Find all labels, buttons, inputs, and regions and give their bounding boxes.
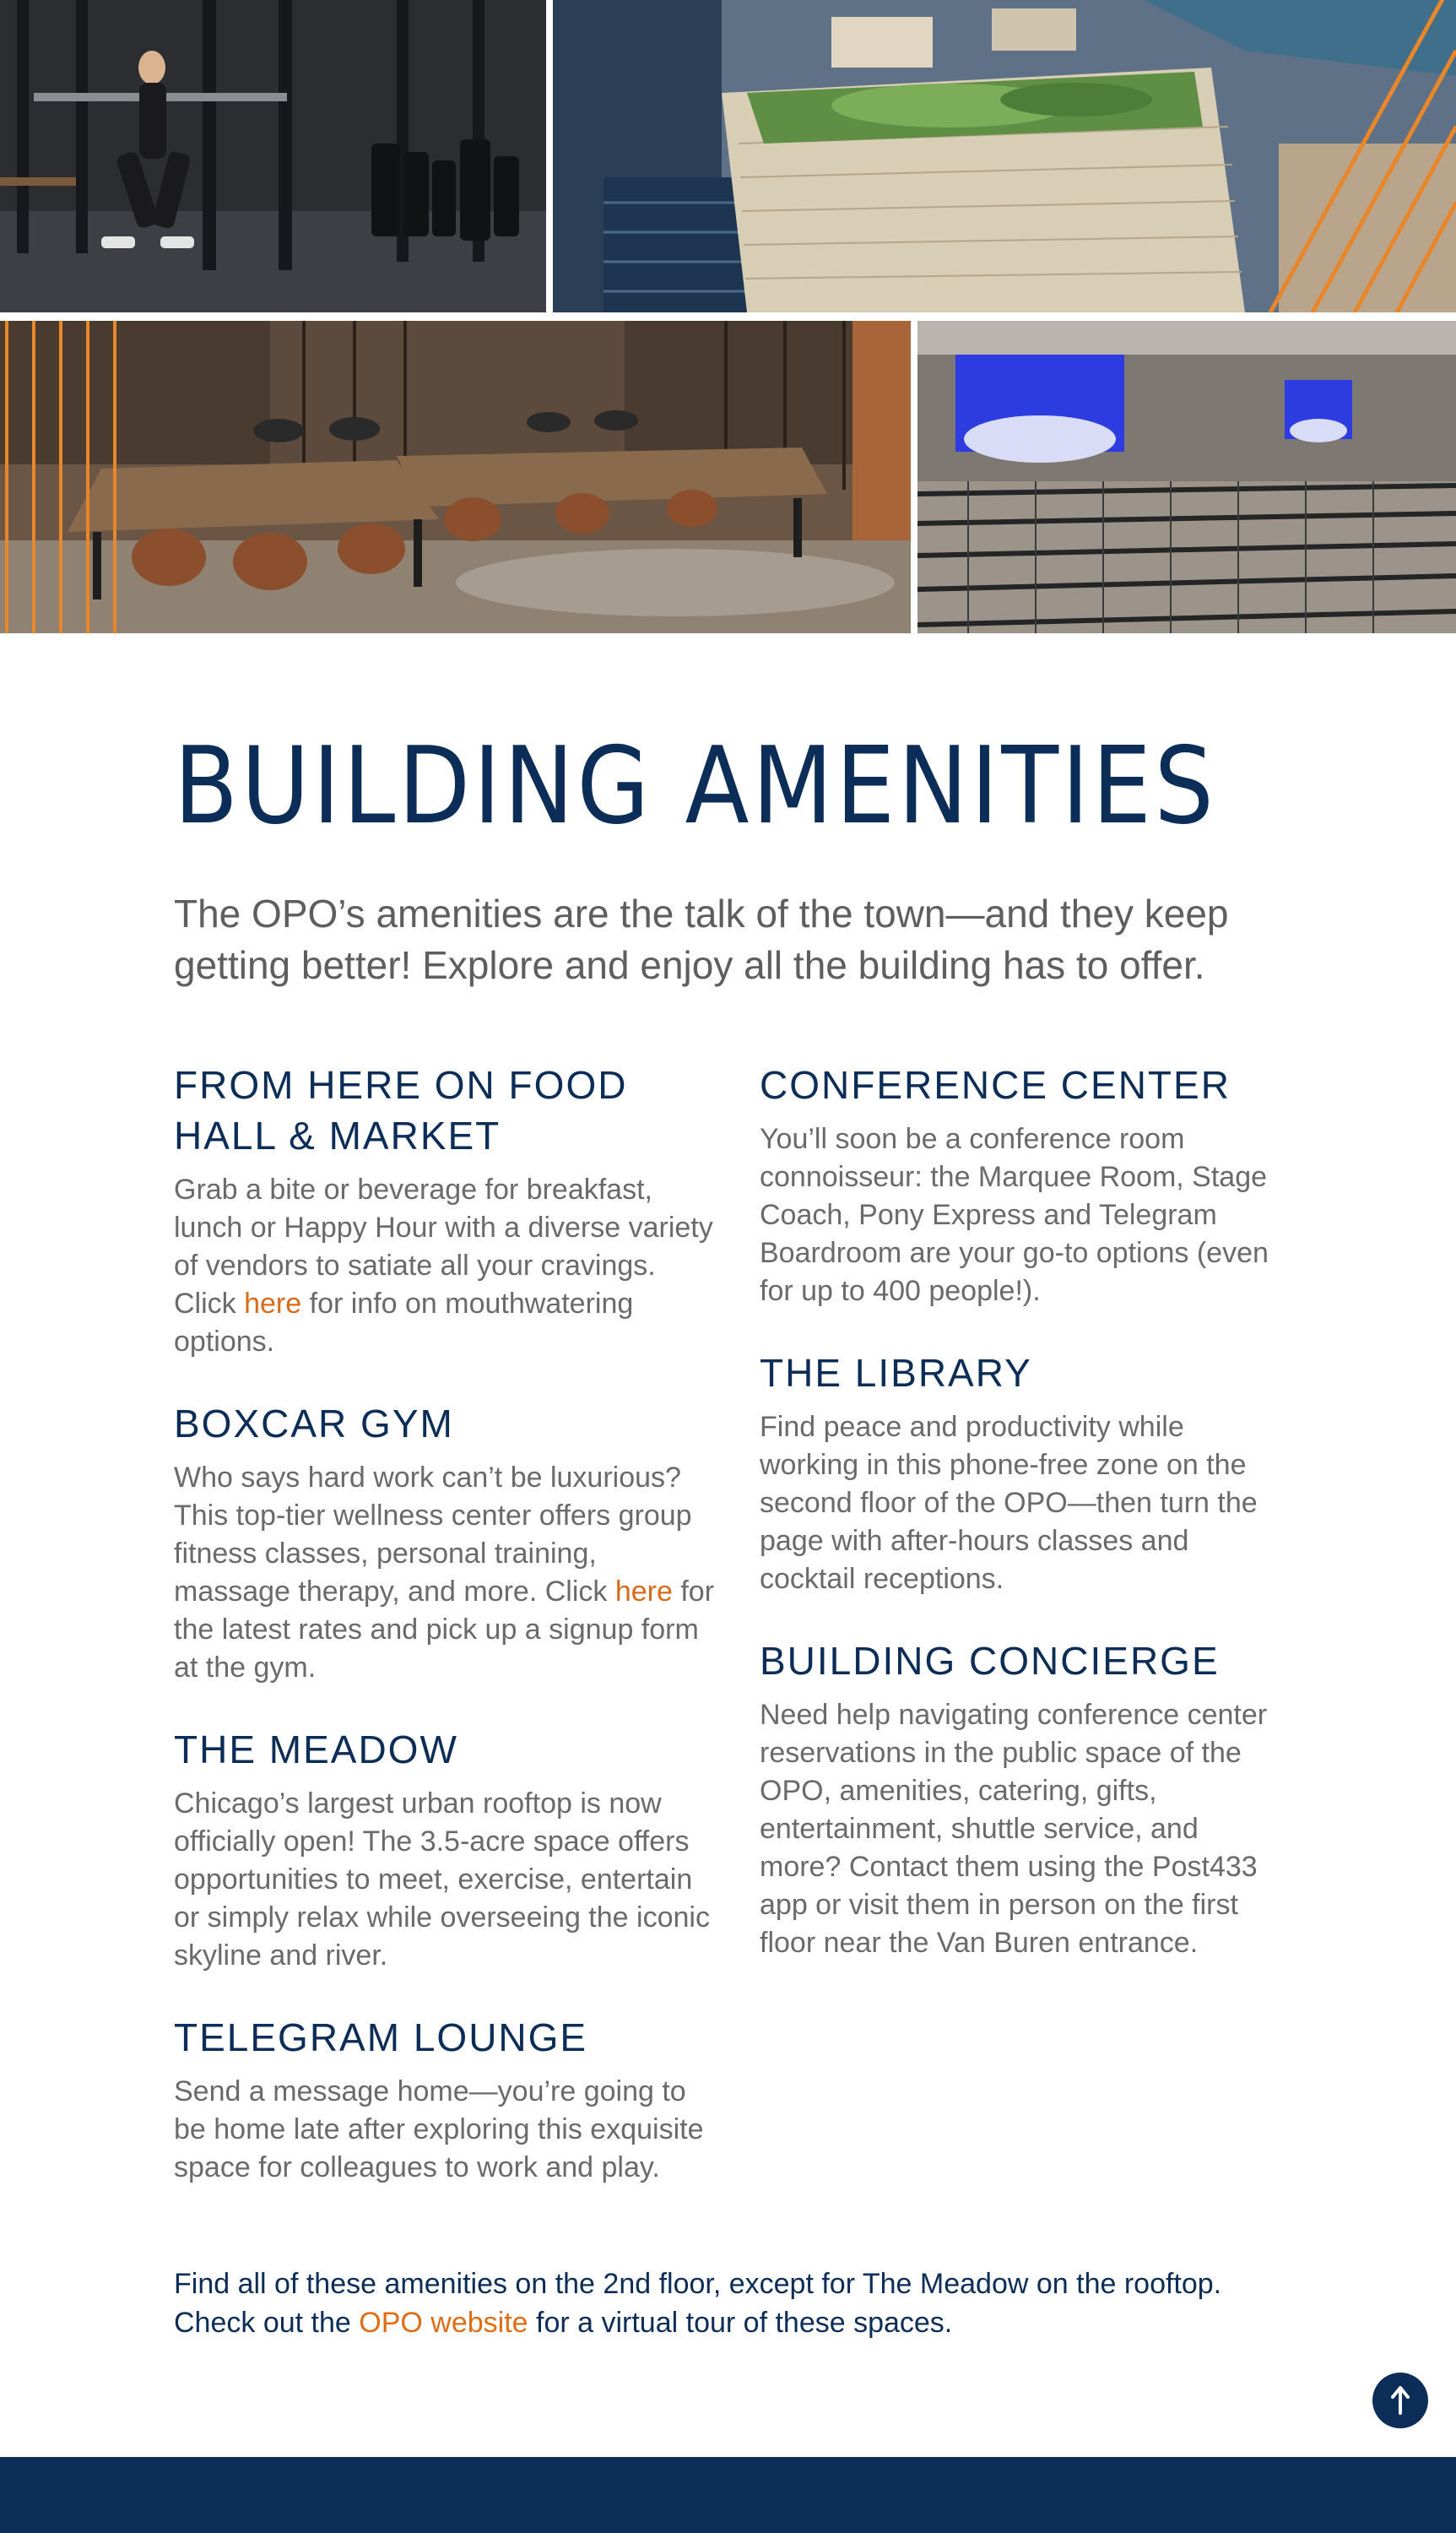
- meadow-section: [174, 1724, 714, 1975]
- footer-bar: [0, 2457, 1456, 2533]
- boxcar-gym-text: [174, 1459, 714, 1687]
- boxcar-gym-section: [174, 1398, 714, 1687]
- conference-center-text: You’ll soon be a conference room connoisseur: the Marquee Room, Stage Coach, Pony Express and Telegram Boardroom are your go-to options (even for up to 400 people!).: [760, 1123, 1269, 1307]
- conference-hall-photo: [917, 321, 1456, 633]
- food-hall-text-end: for info on mouthwatering options.: [174, 1288, 634, 1358]
- concierge-section: [760, 1635, 1283, 1962]
- meadow-text: Chicago’s largest urban rooftop is now officially open! The 3.5-acre space offers opportunities to meet, exercise, entertain or simply relax while overseeing the iconic skyline and river.: [174, 1787, 710, 1972]
- food-hall-here-link[interactable]: here: [244, 1288, 302, 1320]
- aerial-building-photo: [553, 0, 1456, 312]
- amenities-right-column: [760, 1060, 1283, 1999]
- footer-note-line2-end: for a virtual tour of these spaces.: [528, 2307, 953, 2339]
- meadow-heading: THE MEADOW: [174, 1728, 458, 1771]
- amenities-left-column: [174, 1060, 714, 2224]
- opo-website-link[interactable]: OPO website: [359, 2307, 528, 2339]
- page-title: BUILDING AMENITIES: [174, 724, 1217, 848]
- gym-photo: [0, 0, 546, 312]
- food-hall-heading: FROM HERE ON FOOD HALL & MARKET: [174, 1063, 628, 1158]
- food-hall-section: [174, 1060, 714, 1361]
- library-photo: [0, 321, 911, 633]
- library-section: [760, 1348, 1283, 1598]
- footer-note: [174, 2265, 1313, 2342]
- conference-center-heading: CONFERENCE CENTER: [760, 1063, 1231, 1107]
- concierge-heading: BUILDING CONCIERGE: [760, 1639, 1220, 1683]
- conference-center-section: [760, 1060, 1283, 1310]
- boxcar-gym-text-start: Who says hard work can’t be luxurious? This top-tier wellness center offers group fitness classes, personal training, massage therapy, and more. Click: [174, 1462, 692, 1608]
- food-hall-text-start: Grab a bite or beverage for breakfast, lunch or Happy Hour with a diverse variety of vendors to satiate all your cravings. Click: [174, 1174, 713, 1320]
- footer-note-line2-start: Check out the: [174, 2307, 360, 2339]
- back-to-top-button[interactable]: [1372, 2373, 1428, 2428]
- library-heading: THE LIBRARY: [760, 1351, 1032, 1395]
- boxcar-gym-text-end: for the latest rates and pick up a signup form at the gym.: [174, 1576, 715, 1684]
- intro-paragraph: The OPO’s amenities are the talk of the town—and they keep getting better! Explore and enjoy all the building has to offer.: [174, 892, 1229, 987]
- library-text: Find peace and productivity while working in this phone-free zone on the second floor of the OPO—then turn the page with after-hours classes and cocktail receptions.: [760, 1411, 1258, 1595]
- telegram-lounge-text: Send a message home—you’re going to be home late after exploring this exquisite space for colleagues to work and play.: [174, 2075, 704, 2183]
- food-hall-text: [174, 1171, 714, 1361]
- boxcar-gym-heading: BOXCAR GYM: [174, 1402, 454, 1445]
- telegram-lounge-heading: TELEGRAM LOUNGE: [174, 2015, 588, 2059]
- arrow-up-icon: [1372, 2373, 1428, 2428]
- footer-note-line1: Find all of these amenities on the 2nd floor, except for The Meadow on the rooftop.: [174, 2268, 1222, 2300]
- boxcar-gym-here-link[interactable]: here: [614, 1576, 673, 1608]
- telegram-lounge-section: [174, 2012, 714, 2187]
- concierge-text: Need help navigating conference center reservations in the public space of the OPO, amenities, catering, gifts, entertainment, shuttle service, and more? Contact them using the Post433 app or visit them in person on the first floor near the Van Buren entrance.: [760, 1699, 1268, 1959]
